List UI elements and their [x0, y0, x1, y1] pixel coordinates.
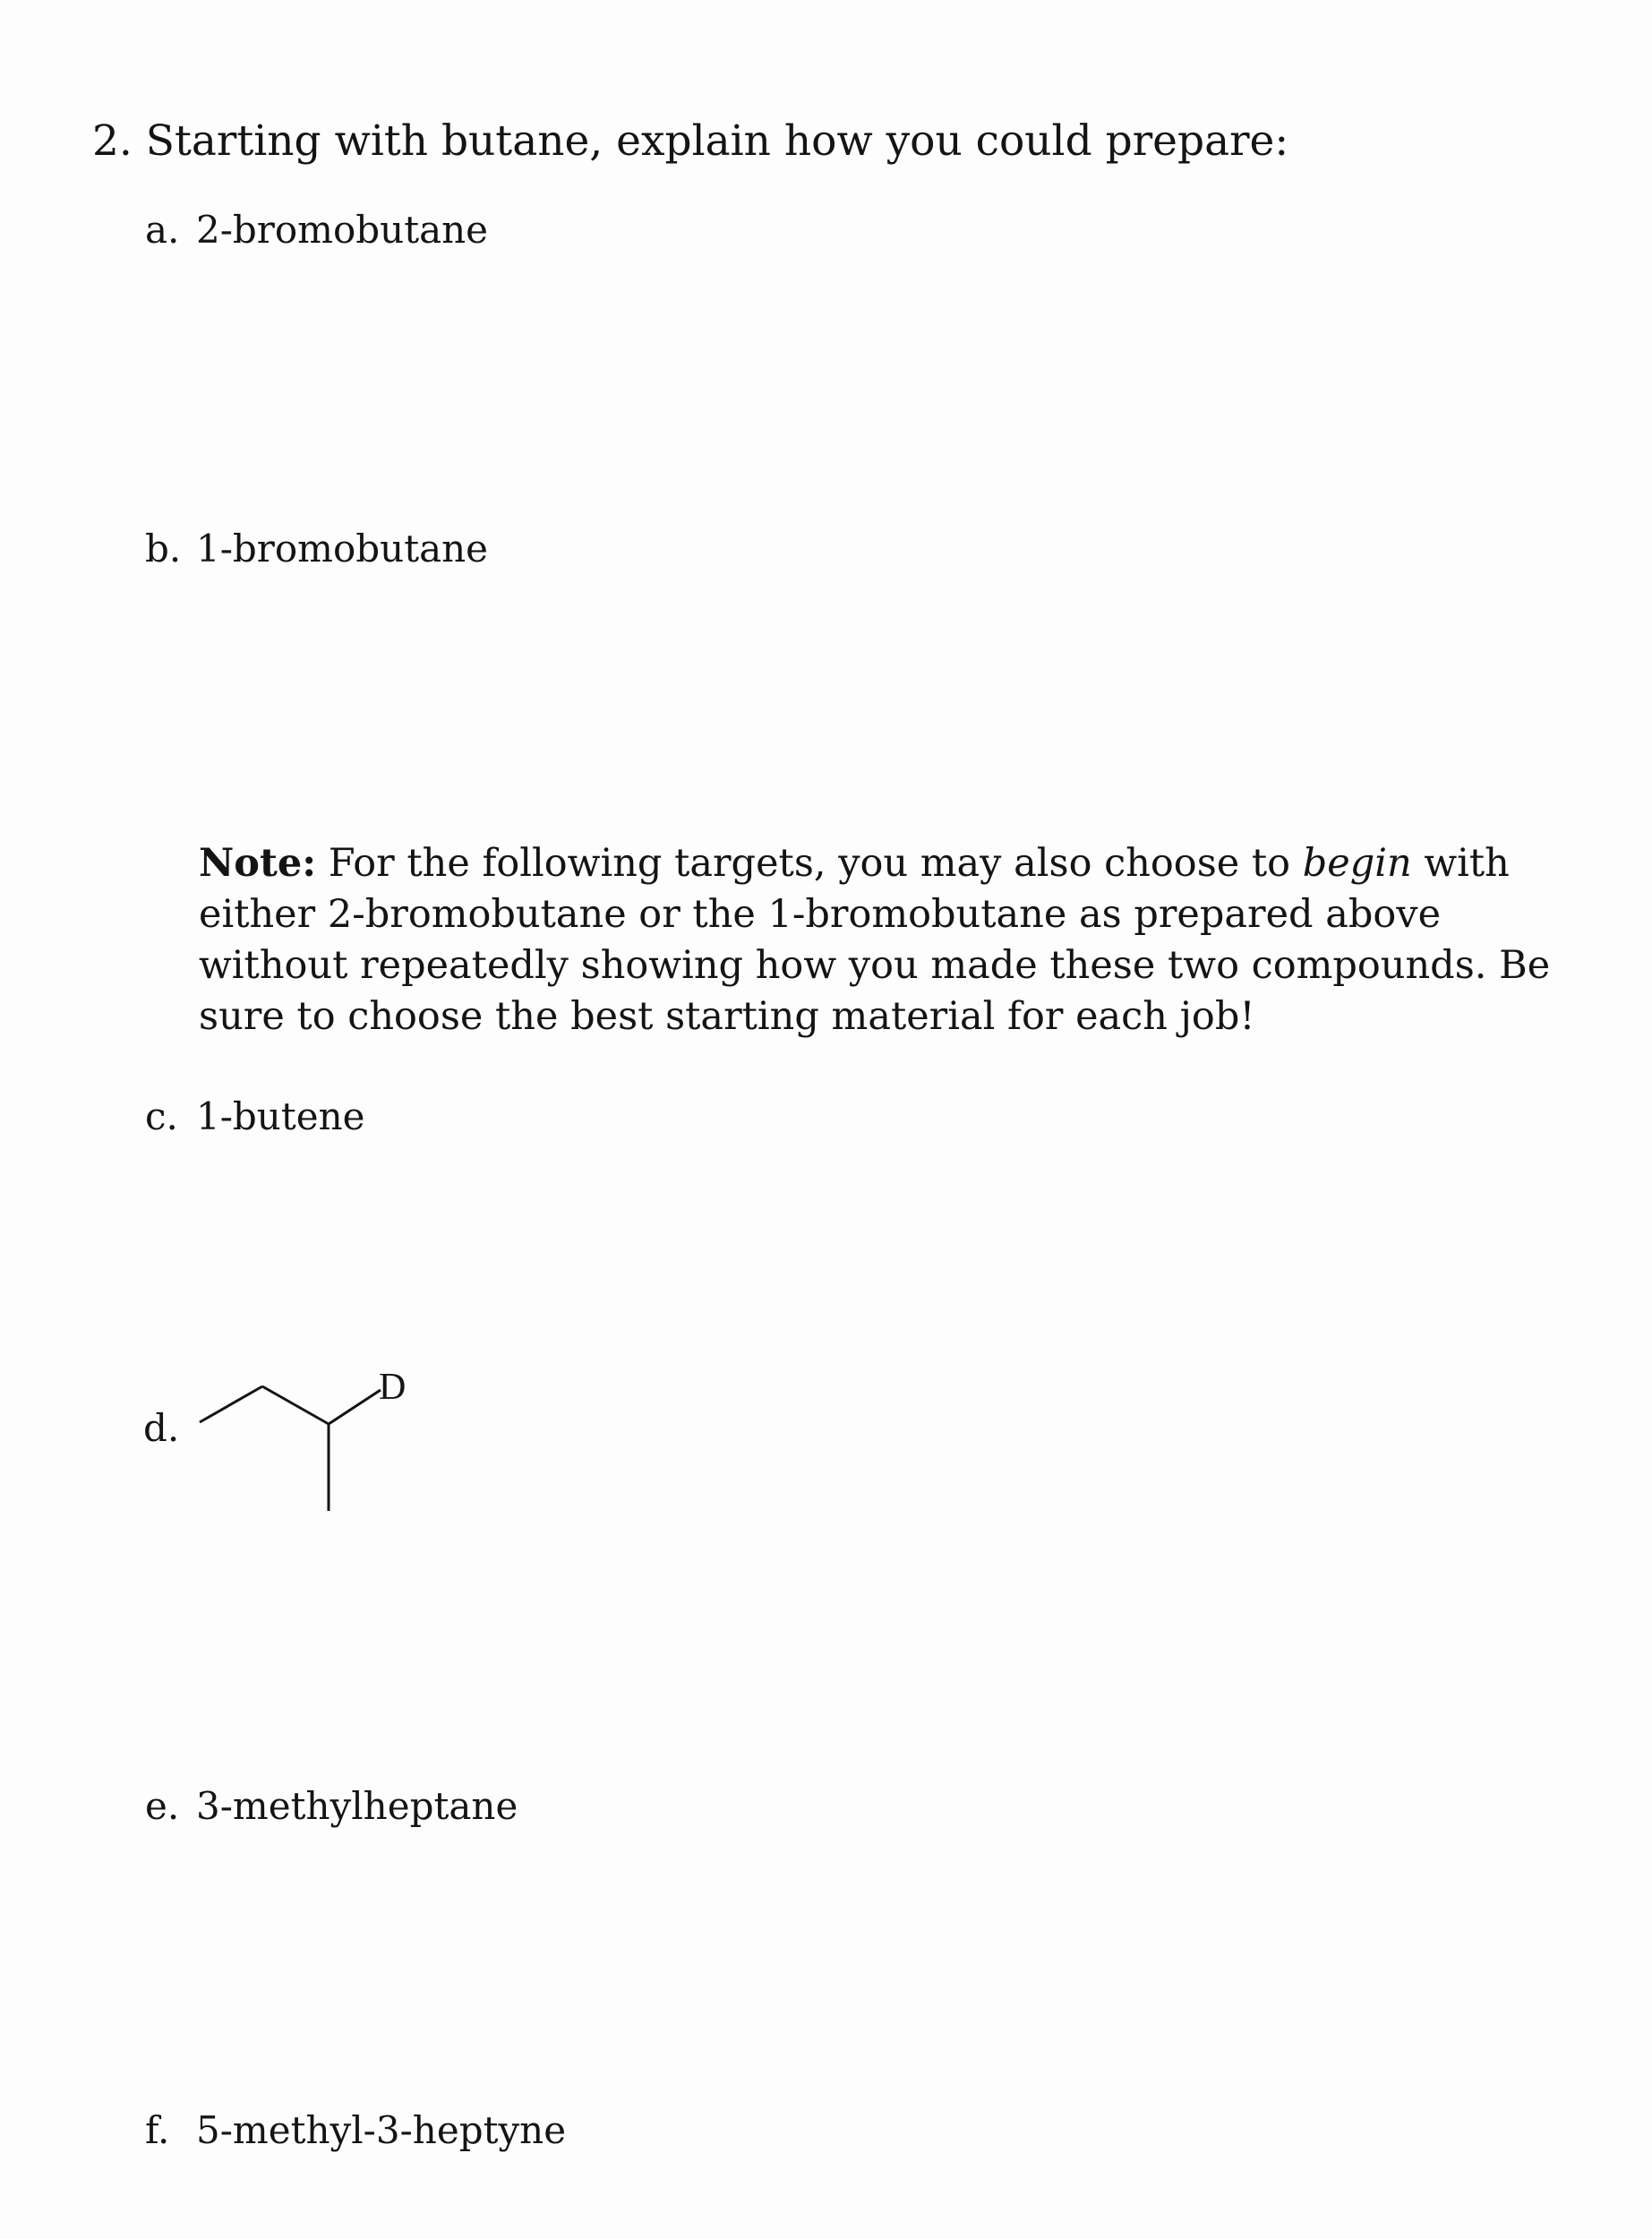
part-b-letter: b.	[145, 527, 182, 570]
part-b-text: 1-bromobutane	[196, 527, 489, 570]
part-d-letter: d.	[143, 1406, 180, 1450]
part-c	[145, 1093, 365, 1141]
part-f	[145, 2106, 566, 2155]
question-text: Starting with butane, explain how you could prepare:	[145, 116, 1289, 166]
question-heading	[92, 115, 1288, 168]
note-text-before: For the following targets, you may also choose to	[316, 841, 1303, 886]
deuterium-label: D	[379, 1367, 407, 1408]
part-e	[145, 1782, 518, 1831]
part-c-letter: c.	[145, 1094, 178, 1138]
bond-2	[262, 1386, 329, 1424]
part-d-skeletal-structure	[193, 1343, 434, 1523]
note-paragraph	[199, 838, 1569, 1042]
bond-1	[200, 1386, 262, 1422]
part-c-text: 1-butene	[196, 1094, 365, 1138]
question-number: 2.	[92, 116, 133, 166]
part-a-letter: a.	[145, 208, 180, 252]
part-e-letter: e.	[145, 1784, 180, 1828]
part-a	[145, 206, 488, 254]
note-label: Note:	[199, 841, 317, 886]
part-f-letter: f.	[145, 2108, 170, 2152]
note-text-after: with either 2-bromobutane or the 1-bromobutane as prepared above without repeatedly showing how you made these two compounds. Be sure to choose the best starting material for each job!	[199, 841, 1551, 1039]
note-emphasis: begin	[1302, 841, 1412, 886]
bond-3	[329, 1390, 381, 1424]
part-f-text: 5-methyl-3-heptyne	[196, 2108, 567, 2152]
part-a-text: 2-bromobutane	[196, 208, 489, 252]
part-b	[145, 525, 488, 573]
part-e-text: 3-methylheptane	[196, 1784, 518, 1828]
